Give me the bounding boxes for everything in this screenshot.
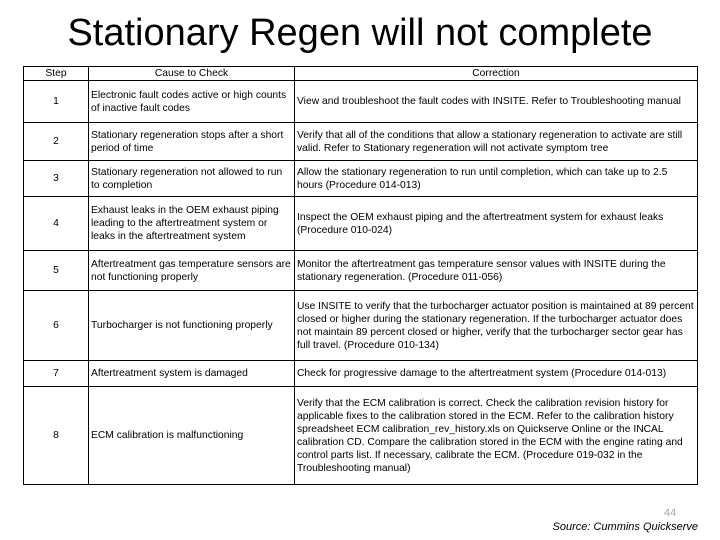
step-cell: 2 [24, 123, 89, 161]
correction-cell: View and troubleshoot the fault codes with INSITE. Refer to Troubleshooting manual [295, 81, 698, 123]
step-cell: 8 [24, 387, 89, 485]
cause-cell: Aftertreatment gas temperature sensors are not functioning properly [89, 251, 295, 291]
column-header-step: Step [24, 67, 89, 81]
step-cell: 7 [24, 361, 89, 387]
step-cell: 4 [24, 197, 89, 251]
table-row [24, 291, 698, 361]
table-row [24, 387, 698, 485]
correction-cell: Allow the stationary regeneration to run until completion, which can take up to 2.5 hours (Procedure 014-013) [295, 161, 698, 197]
table-row [24, 361, 698, 387]
column-header-correction: Correction [295, 67, 698, 81]
correction-cell: Use INSITE to verify that the turbocharger actuator position is maintained at 89 percent closed or higher during the stationary regeneration. If the turbocharger actuator does not maintain 89 percent closed or higher, verify that the turbocharger sector gear has full travel. (Procedure 010-134) [295, 291, 698, 361]
cause-cell: Exhaust leaks in the OEM exhaust piping leading to the aftertreatment system or leaks in the aftertreatment system [89, 197, 295, 251]
cause-cell: Aftertreatment system is damaged [89, 361, 295, 387]
correction-cell: Verify that all of the conditions that allow a stationary regeneration to activate are still valid. Refer to Stationary regeneration will not activate symptom tree [295, 123, 698, 161]
correction-cell: Check for progressive damage to the aftertreatment system (Procedure 014-013) [295, 361, 698, 387]
slide-title: Stationary Regen will not complete [67, 12, 653, 54]
table-row [24, 197, 698, 251]
table-row [24, 81, 698, 123]
source-note: Source: Cummins Quickserve [552, 521, 698, 533]
cause-cell: Electronic fault codes active or high counts of inactive fault codes [89, 81, 295, 123]
table-row [24, 123, 698, 161]
cause-cell: Stationary regeneration stops after a short period of time [89, 123, 295, 161]
table-header-row [24, 67, 698, 81]
page-number: 44 [664, 507, 677, 519]
correction-cell: Monitor the aftertreatment gas temperature sensor values with INSITE during the stationary regeneration. (Procedure 011-056) [295, 251, 698, 291]
cause-cell: Stationary regeneration not allowed to run to completion [89, 161, 295, 197]
cause-cell: Turbocharger is not functioning properly [89, 291, 295, 361]
step-cell: 5 [24, 251, 89, 291]
correction-cell: Inspect the OEM exhaust piping and the aftertreatment system for exhaust leaks (Procedure 010-024) [295, 197, 698, 251]
cause-cell: ECM calibration is malfunctioning [89, 387, 295, 485]
table-row [24, 161, 698, 197]
table-row [24, 251, 698, 291]
troubleshooting-table [23, 66, 698, 485]
column-header-cause: Cause to Check [89, 67, 295, 81]
correction-cell: Verify that the ECM calibration is correct. Check the calibration revision history for applicable fixes to the calibration stored in the ECM. Refer to the calibration history spreadsheet ECM calibration_rev_history.xls on Quickserve Online or the INCAL calibration CD. Compare the calibration stored in the ECM with the engine rating and control parts list. If necessary, calibrate the ECM. (Procedure 019-032 in the Troubleshooting manual) [295, 387, 698, 485]
step-cell: 6 [24, 291, 89, 361]
step-cell: 1 [24, 81, 89, 123]
step-cell: 3 [24, 161, 89, 197]
